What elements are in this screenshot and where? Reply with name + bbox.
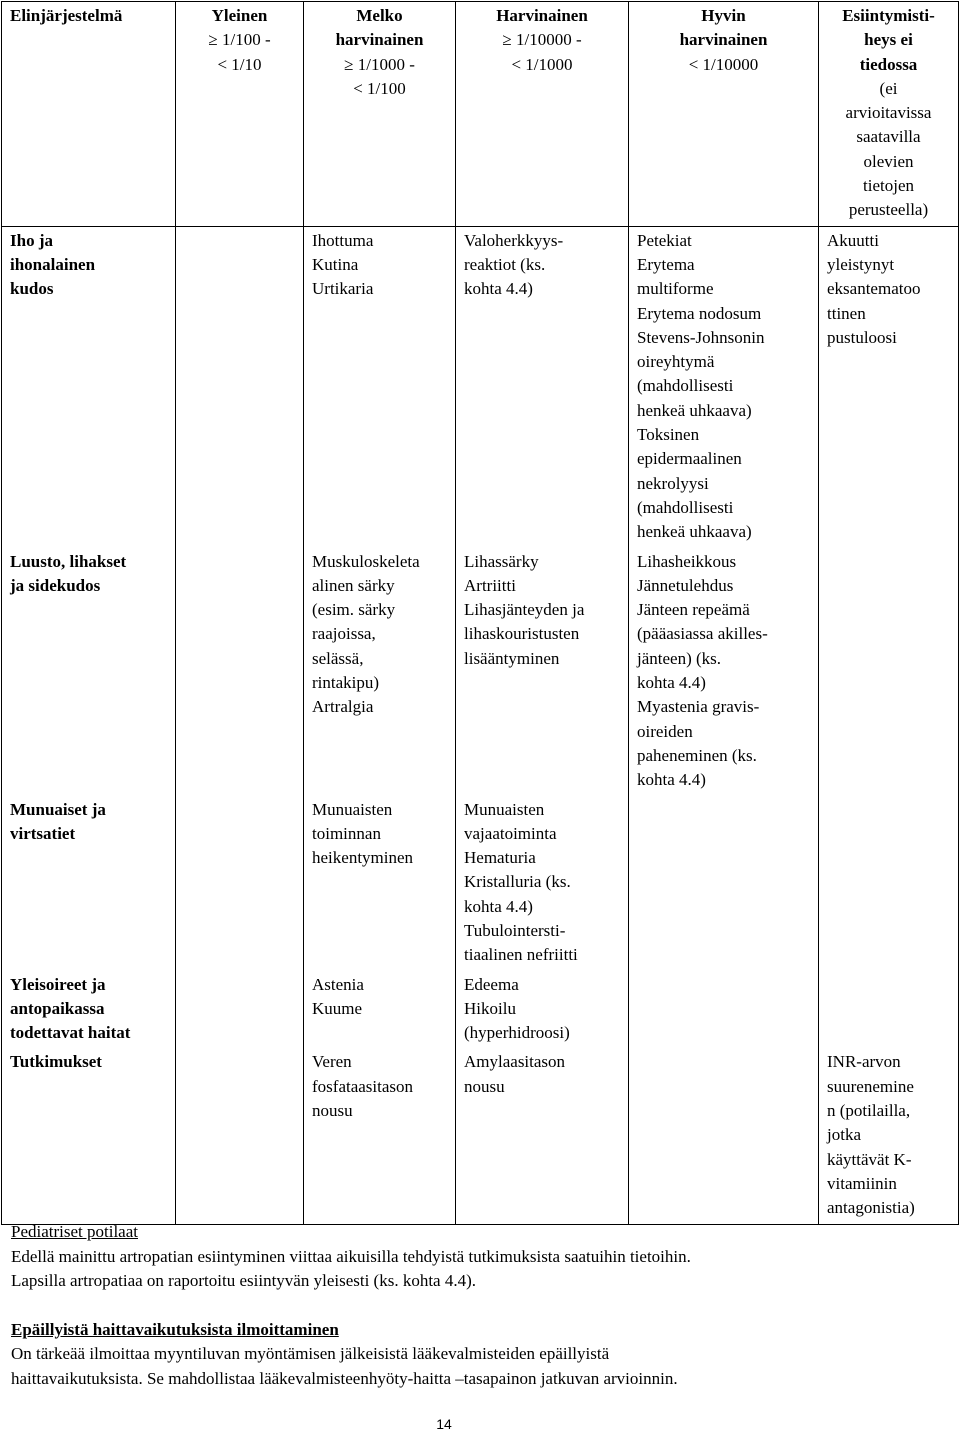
- cell-line: henkeä uhkaava): [637, 522, 752, 542]
- cell-line: Iho ja: [10, 230, 53, 250]
- cell-line: kohta 4.4): [464, 279, 533, 299]
- cell-uncommon: [304, 1048, 456, 1224]
- table-row: [2, 796, 959, 971]
- cell-line: yleistynyt: [827, 254, 895, 274]
- cell-line: kohta 4.4): [464, 896, 533, 916]
- cell-line: reaktiot (ks.: [464, 254, 546, 274]
- cell-line: kudos: [10, 279, 54, 299]
- header-row: [2, 2, 959, 227]
- cell-uncommon: [304, 971, 456, 1049]
- cell-line: vitamiinin: [827, 1173, 897, 1193]
- cell-organ: [2, 971, 176, 1049]
- cell-line: pustuloosi: [827, 327, 897, 347]
- cell-very-rare: [629, 796, 819, 971]
- cell-line: virtsatiet: [10, 823, 76, 843]
- cell-line: paheneminen (ks.: [637, 745, 757, 765]
- cell-common: [176, 1048, 304, 1224]
- cell-line: Jännetulehdus: [637, 575, 734, 595]
- cell-line: alinen särky: [312, 575, 395, 595]
- cell-line: (pääasiassa akilles-: [637, 624, 768, 644]
- cell-line: Luusto, lihakset: [10, 551, 127, 571]
- cell-organ: [2, 1048, 176, 1224]
- cell-line: oireyhtymä: [637, 352, 715, 372]
- header-unknown: Esiintymisti- heys ei tiedossa (ei arvioitavissa saatavilla olevien tietojen perusteella): [819, 2, 959, 227]
- page-number: 14: [436, 1416, 452, 1432]
- cell-line: Petekiat: [637, 230, 692, 250]
- reporting-heading: Epäillyistä haittavaikutuksista ilmoittaminen: [11, 1319, 339, 1339]
- pediatric-line: Lapsilla artropatiaa on raportoitu esiintyvän yleisesti (ks. kohta 4.4).: [11, 1271, 477, 1290]
- cell-line: antopaikassa: [10, 998, 105, 1018]
- cell-line: lihaskouristusten: [464, 624, 580, 644]
- cell-line: Munuaisten: [312, 799, 393, 819]
- cell-line: Erytema: [637, 254, 695, 274]
- cell-line: (hyperhidroosi): [464, 1023, 570, 1043]
- cell-uncommon: [304, 548, 456, 796]
- cell-line: Munuaiset ja: [10, 799, 106, 819]
- cell-unknown: [819, 226, 959, 547]
- cell-line: rintakipu): [312, 673, 380, 693]
- cell-unknown: [819, 1048, 959, 1224]
- cell-unknown: [819, 971, 959, 1049]
- header-organ: Elinjärjestelmä: [2, 2, 176, 227]
- cell-line: Kristalluria (ks.: [464, 872, 571, 892]
- cell-line: Tutkimukset: [10, 1052, 102, 1072]
- reporting-line: On tärkeää ilmoittaa myyntiluvan myöntämisen jälkeisistä lääkevalmisteiden epäillyistä: [11, 1344, 610, 1363]
- cell-line: Artriitti: [464, 575, 516, 595]
- cell-line: Yleisoireet ja: [10, 974, 106, 994]
- cell-line: Kuume: [312, 998, 363, 1018]
- adverse-reactions-table: [1, 1, 959, 1225]
- cell-line: raajoissa,: [312, 624, 376, 644]
- cell-very-rare: [629, 226, 819, 547]
- cell-line: Hikoilu: [464, 998, 516, 1018]
- cell-line: (mahdollisesti: [637, 376, 734, 396]
- cell-organ: [2, 226, 176, 547]
- cell-line: Ihottuma: [312, 230, 374, 250]
- cell-line: Artralgia: [312, 697, 374, 717]
- pediatric-line: Edellä mainittu artropatian esiintyminen viittaa aikuisilla tehdyistä tutkimuksista saatuihin tietoihin.: [11, 1246, 691, 1266]
- cell-line: Lihassärky: [464, 551, 539, 571]
- cell-line: Jänteen repeämä: [637, 600, 750, 620]
- header-uncommon: Melko harvinainen ≥ 1/1000 - < 1/100: [304, 2, 456, 227]
- spacer: [11, 1294, 941, 1318]
- cell-line: selässä,: [312, 648, 364, 668]
- table-row: [2, 1048, 959, 1224]
- cell-line: n (potilailla,: [827, 1101, 911, 1121]
- reporting-line: haittavaikutuksista. Se mahdollistaa lääkevalmisteenhyöty-haitta –tasapainon jatkuvan arvioinnin.: [11, 1368, 678, 1388]
- cell-line: kohta 4.4): [637, 673, 706, 693]
- cell-line: jotka: [827, 1125, 861, 1145]
- cell-rare: [456, 226, 629, 547]
- cell-line: Hematuria: [464, 848, 536, 868]
- header-common: Yleinen ≥ 1/100 - < 1/10: [176, 2, 304, 227]
- cell-line: Edeema: [464, 974, 519, 994]
- cell-line: multiforme: [637, 279, 714, 299]
- cell-line: nousu: [464, 1076, 505, 1096]
- cell-line: epidermaalinen: [637, 449, 742, 469]
- cell-rare: [456, 548, 629, 796]
- cell-line: nekrolyysi: [637, 473, 709, 493]
- cell-line: (mahdollisesti: [637, 497, 734, 517]
- cell-line: käyttävät K-: [827, 1149, 912, 1169]
- cell-very-rare: [629, 548, 819, 796]
- cell-line: (esim. särky: [312, 600, 396, 620]
- cell-line: kohta 4.4): [637, 770, 706, 790]
- cell-uncommon: [304, 226, 456, 547]
- cell-rare: [456, 971, 629, 1049]
- cell-line: toiminnan: [312, 823, 381, 843]
- cell-line: Urtikaria: [312, 279, 374, 299]
- cell-line: Veren: [312, 1052, 352, 1072]
- cell-line: heikentyminen: [312, 848, 414, 868]
- cell-organ: [2, 796, 176, 971]
- header-rare: Harvinainen ≥ 1/10000 - < 1/1000: [456, 2, 629, 227]
- cell-line: lisääntyminen: [464, 648, 560, 668]
- table-row: [2, 971, 959, 1049]
- cell-line: Amylaasitason: [464, 1052, 566, 1072]
- cell-line: Kutina: [312, 254, 359, 274]
- cell-line: suurenemine: [827, 1076, 914, 1096]
- cell-line: henkeä uhkaava): [637, 400, 752, 420]
- cell-line: ja sidekudos: [10, 575, 101, 595]
- cell-common: [176, 971, 304, 1049]
- cell-uncommon: [304, 796, 456, 971]
- pediatric-heading: Pediatriset potilaat: [11, 1222, 138, 1241]
- cell-very-rare: [629, 971, 819, 1049]
- cell-line: oireiden: [637, 721, 693, 741]
- cell-line: tiaalinen nefriitti: [464, 945, 578, 965]
- cell-line: Myastenia gravis-: [637, 697, 760, 717]
- cell-very-rare: [629, 1048, 819, 1224]
- cell-line: Astenia: [312, 974, 364, 994]
- cell-line: Stevens-Johnsonin: [637, 327, 765, 347]
- cell-line: todettavat haitat: [10, 1023, 131, 1043]
- table-row: [2, 226, 959, 547]
- cell-line: Tubulointersti-: [464, 920, 566, 940]
- cell-line: Erytema nodosum: [637, 303, 762, 323]
- cell-line: vajaatoiminta: [464, 823, 557, 843]
- cell-rare: [456, 1048, 629, 1224]
- cell-common: [176, 226, 304, 547]
- cell-line: Munuaisten: [464, 799, 545, 819]
- cell-unknown: [819, 548, 959, 796]
- cell-common: [176, 796, 304, 971]
- header-very-rare: Hyvin harvinainen < 1/10000: [629, 2, 819, 227]
- cell-line: nousu: [312, 1101, 353, 1121]
- cell-line: Muskuloskeleta: [312, 551, 420, 571]
- cell-unknown: [819, 796, 959, 971]
- cell-rare: [456, 796, 629, 971]
- cell-organ: [2, 548, 176, 796]
- cell-line: Lihasjänteyden ja: [464, 600, 585, 620]
- cell-line: antagonistia): [827, 1198, 915, 1218]
- cell-line: Valoherkkyys-: [464, 230, 564, 250]
- cell-line: Akuutti: [827, 230, 879, 250]
- cell-common: [176, 548, 304, 796]
- cell-line: jänteen) (ks.: [637, 648, 722, 668]
- cell-line: ttinen: [827, 303, 866, 323]
- table-row: [2, 548, 959, 796]
- cell-line: Toksinen: [637, 425, 700, 445]
- notes-section: [11, 1220, 941, 1391]
- cell-line: INR-arvon: [827, 1052, 901, 1072]
- cell-line: fosfataasitason: [312, 1076, 414, 1096]
- cell-line: Lihasheikkous: [637, 551, 737, 571]
- cell-line: ihonalainen: [10, 254, 96, 274]
- cell-line: eksantematoo: [827, 279, 921, 299]
